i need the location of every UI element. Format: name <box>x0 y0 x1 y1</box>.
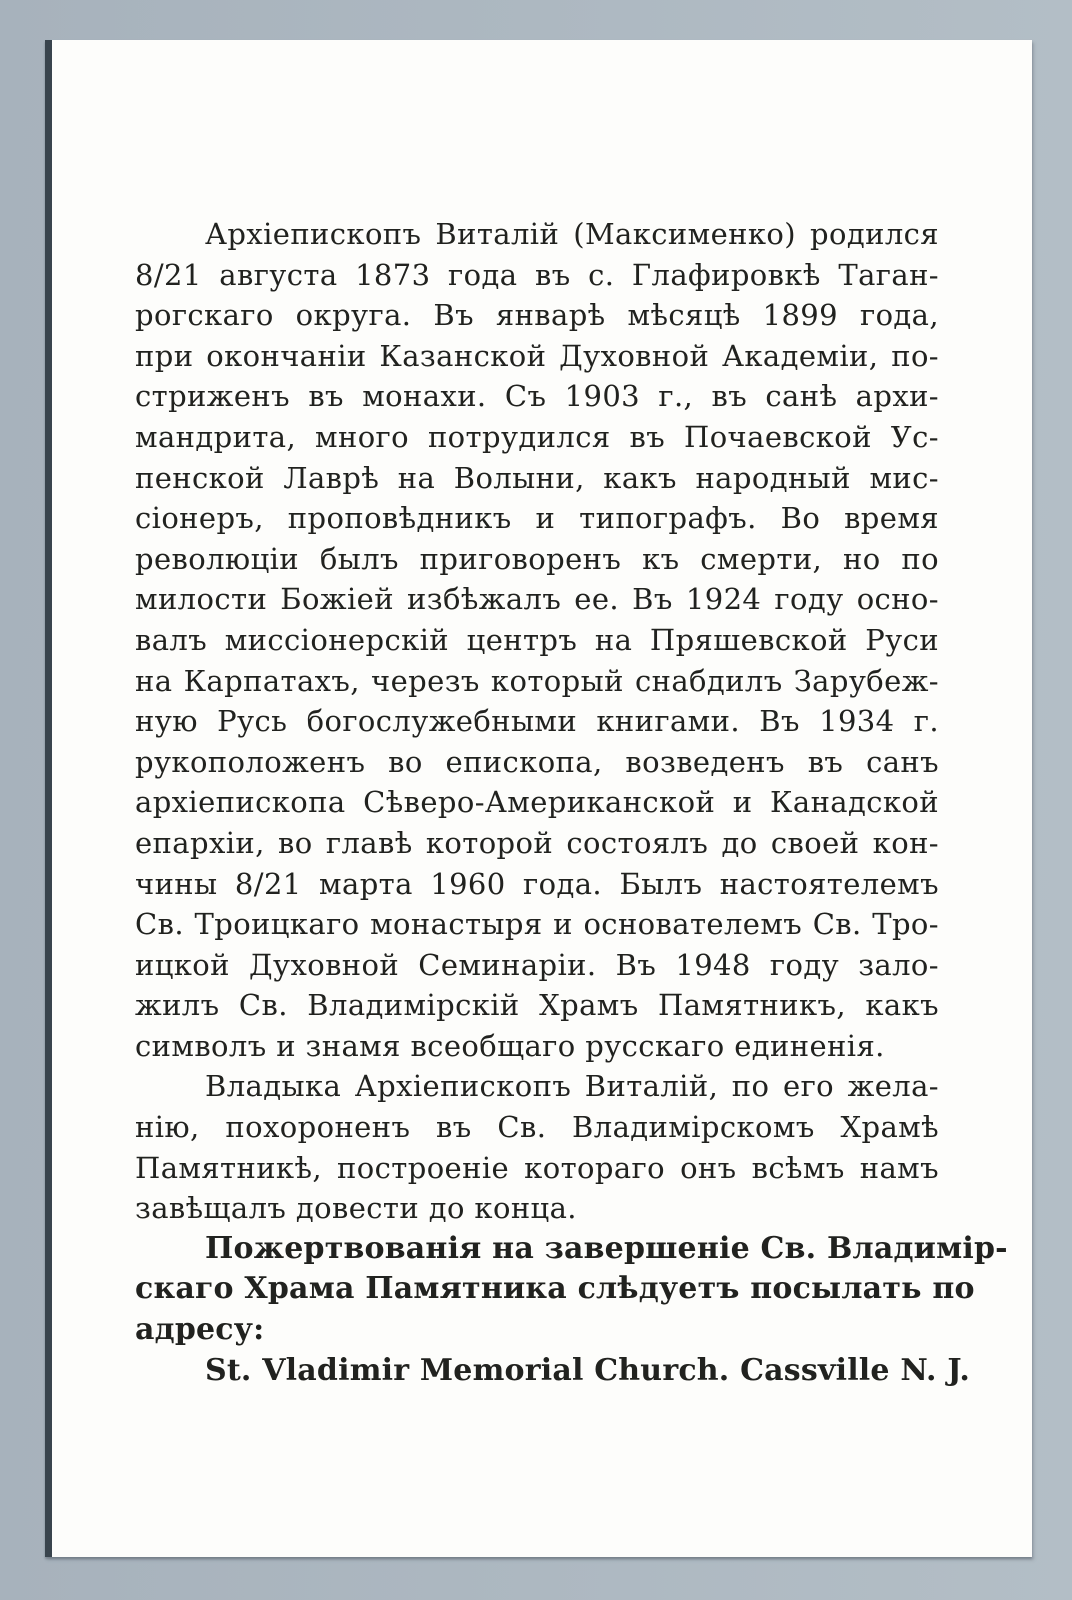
text-line: Владыка Архіепископъ Виталій, по его жела- <box>205 1069 939 1104</box>
text-line: Памятникѣ, построеніе котораго онъ всѣмъ намъ <box>135 1150 939 1185</box>
text-line: 8/21 августа 1873 года въ с. Глафировкѣ Таган- <box>135 257 939 292</box>
text-line: епархіи, во главѣ которой состоялъ до своей кон- <box>135 825 939 860</box>
text-block <box>135 214 1008 1391</box>
text-line: пенской Лаврѣ на Волыни, какъ народный мис- <box>135 460 939 495</box>
text-line: адресу: <box>135 1312 265 1348</box>
text-line: St. Vladimir Memorial Church. Cassville N. J. <box>205 1352 971 1388</box>
text-line: стриженъ въ монахи. Съ 1903 г., въ санѣ архи- <box>135 379 939 414</box>
text-line: Св. Троицкаго монастыря и основателемъ Св. Тро- <box>135 907 939 942</box>
document-page <box>45 40 1032 1557</box>
text-line: сіонеръ, проповѣдникъ и типографъ. Во время <box>135 501 939 536</box>
paragraph <box>135 1229 1008 1351</box>
text-line: валъ миссіонерскій центръ на Пряшевской Руси <box>135 622 939 657</box>
text-line: рогскаго округа. Въ январѣ мѣсяцѣ 1899 года, <box>135 298 939 333</box>
text-line: при окончаніи Казанской Духовной Академіи, по- <box>135 338 939 373</box>
text-line: скаго Храма Памятника слѣдуетъ посылать по <box>135 1271 975 1307</box>
paragraph <box>135 1066 939 1228</box>
text-line: жилъ Св. Владимірскій Храмъ Памятникъ, какъ <box>135 988 939 1023</box>
text-line: чины 8/21 марта 1960 года. Былъ настоятелемъ <box>135 866 939 901</box>
text-line: Пожертвованія на завершеніе Св. Владимір- <box>205 1230 1008 1266</box>
text-line: символъ и знамя всеобщаго русскаго единенія. <box>135 1028 885 1063</box>
text-line: архіепископа Сѣверо-Американской и Канадской <box>135 785 939 820</box>
paragraph <box>135 1351 971 1392</box>
text-line: на Карпатахъ, черезъ который снабдилъ Зарубеж- <box>135 663 939 698</box>
text-line: милости Божіей избѣжалъ ее. Въ 1924 году осно- <box>135 582 939 617</box>
text-line: Архіепископъ Виталій (Максименко) родился <box>205 217 939 251</box>
text-line: мандрита, много потрудился въ Почаевской Ус- <box>135 419 939 454</box>
text-line: завѣщалъ довести до конца. <box>135 1191 577 1226</box>
text-line: рукоположенъ во епископа, возведенъ въ санъ <box>135 744 939 779</box>
text-line: ицкой Духовной Семинаріи. Въ 1948 году зало- <box>135 947 939 982</box>
text-line: революціи былъ приговоренъ къ смерти, но по <box>135 541 939 576</box>
text-line: нію, похороненъ въ Св. Владимірскомъ Храмѣ <box>135 1110 939 1145</box>
paragraph <box>135 214 939 1066</box>
text-line: ную Русь богослужебными книгами. Въ 1934 г. <box>135 704 939 739</box>
